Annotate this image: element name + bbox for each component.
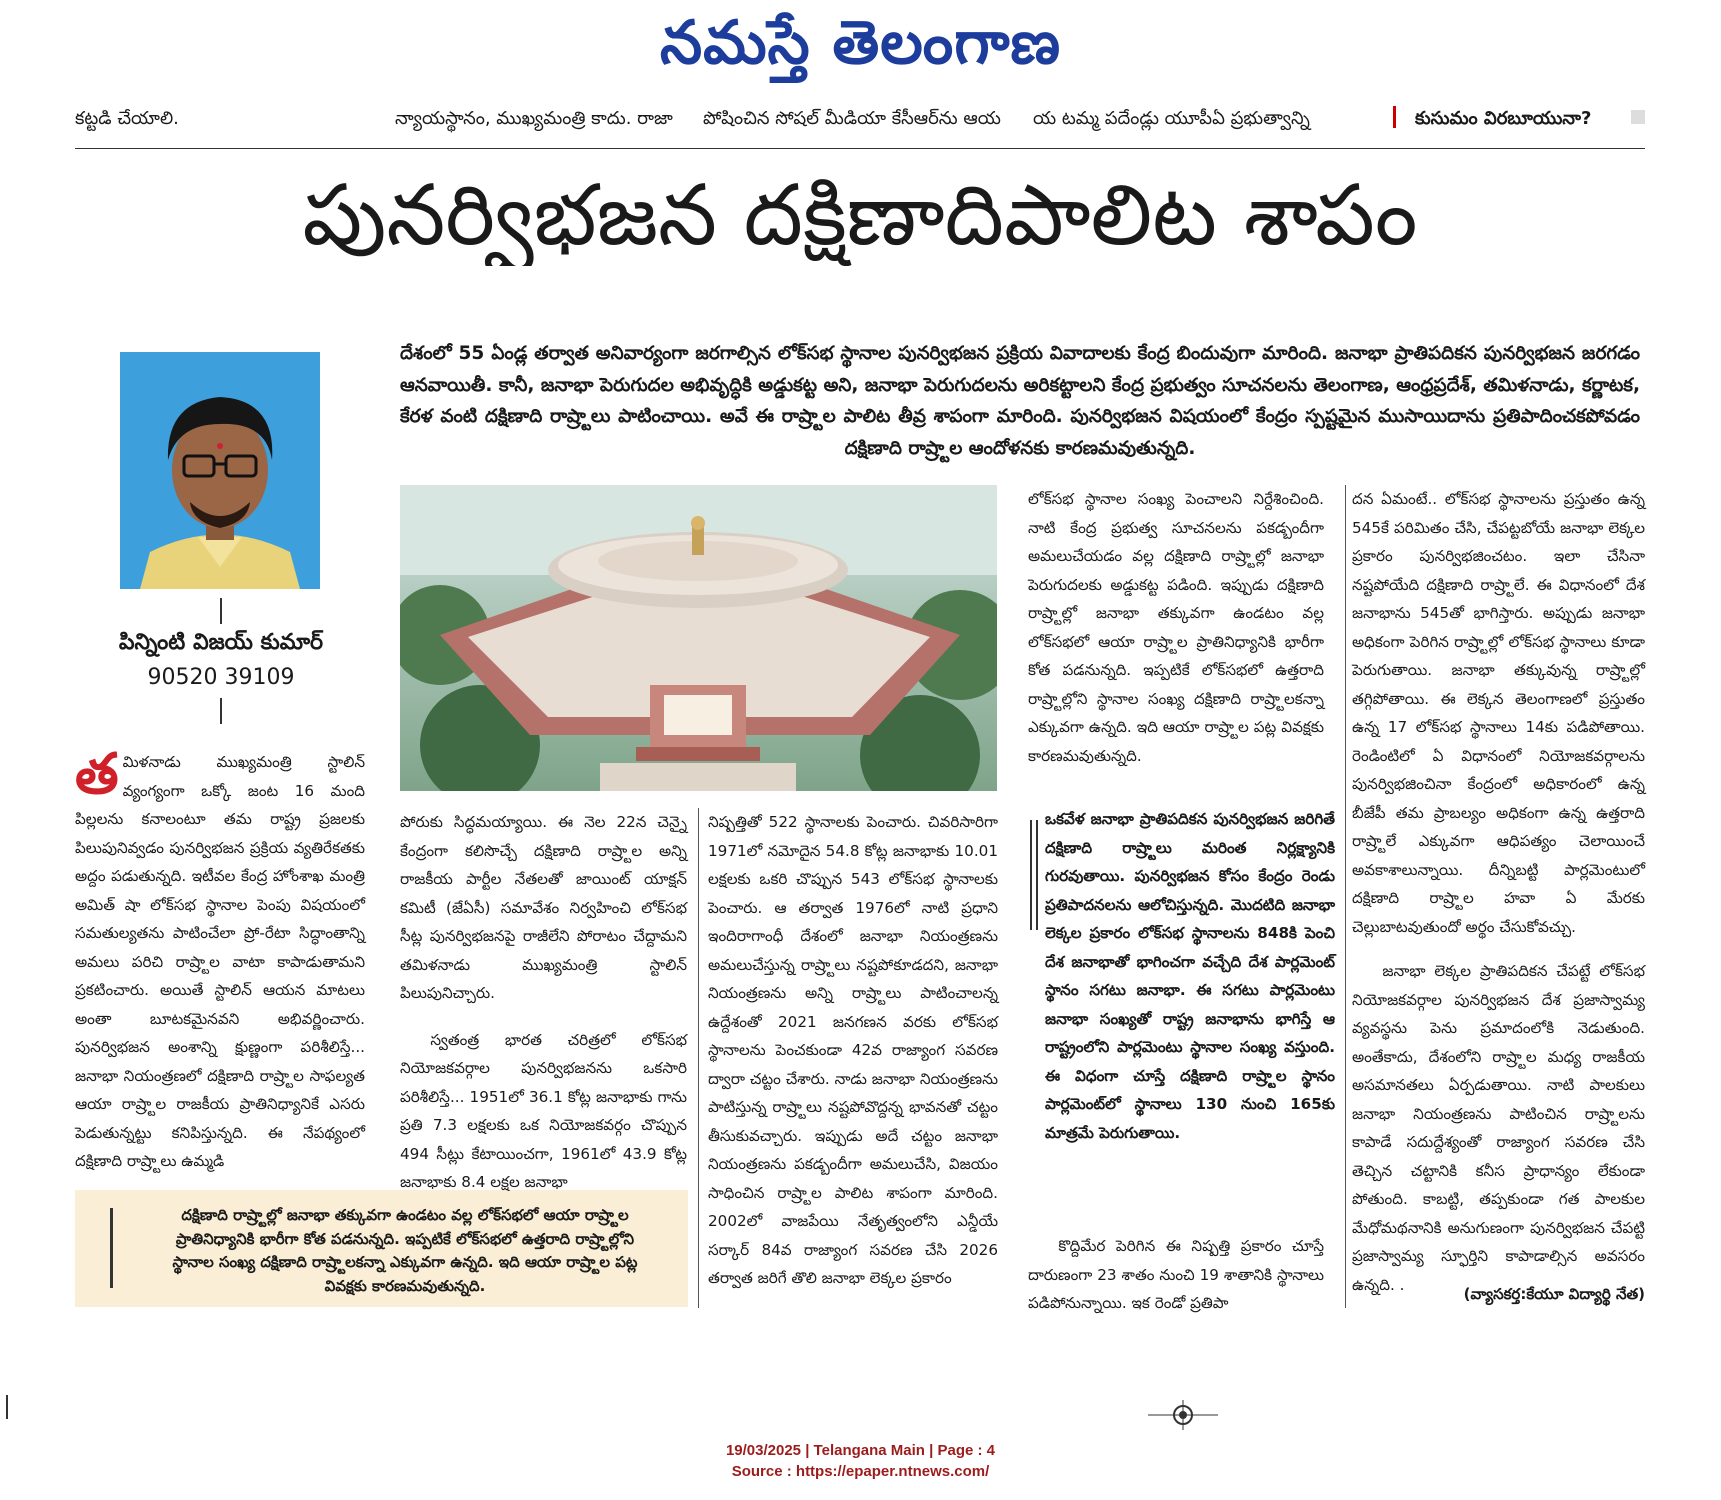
article-lede: దేశంలో 55 ఏండ్ల తర్వాత అనివార్యంగా జరగాల్సిన లోక్‌సభ స్థానాల పునర్విభజన ప్రక్రియ వివాదాలకు కేంద్ర బిందువుగా మారింది. జనాభా ప్రాతిపదికన పునర్విభజన జరగడం ఆనవాయితీ. కానీ, జనాభా పెరుగుదల అభివృద్ధికి అడ్డుకట్ట అని, జనాభా పెరుగుదలను అరికట్టాలని కేంద్ర ప్రభుత్వం సూచనలను తెలంగాణ, ఆంధ్రప్రదేశ్, తమిళనాడు, కర్ణాటక, కేరళ వంటి దక్షిణాది రాష్ర్టాలు పాటించాయి. అవే ఈ రాష్ర్టాల పాలిట తీవ్ర శాపంగా మారింది. పునర్విభజన విషయంలో కేంద్రం స్పష్టమైన ముసాయిదాను ప్రతిపాదించకపోవడం దక్షిణాది రాష్ర్టాల ఆందోళనకు కారణమవుతున్నది. [400, 343, 1640, 459]
column-5-paragraph-2: జనాభా లెక్కల ప్రాతిపదికన చేపట్టే లోక్‌సభ నియోజకవర్గాల పునర్విభజన దేశ ప్రజాస్వామ్య వ్యవస్థను పెను ప్రమాదంలోకి నెడుతుంది. అంతేకాదు, దేశంలోని రాష్ర్టాల మధ్య రాజకీయ అసమానతలు ఏర్పడుతాయి. నాటి పాలకులు జనాభా నియంత్రణను పాటించిన రాష్ర్టాలను కాపాడే సదుద్దేశ్యంతో రాజ్యాంగ సవరణ చేసి తెచ్చిన చట్టానికి కనీస ప్రాధాన్యం లేకుండా పోతుంది. కాబట్టి, తప్పకుండా గత పాలకుల మేధోమథనానికి అనుగుణంగా పునర్విభజన చేపట్టి ప్రజాస్వామ్య స్ఫూర్తిని కాపాడాల్సిన అవసరం ఉన్నది. . [1352, 962, 1645, 1294]
column-2-paragraph-1: పోరుకు సిద్ధమయ్యాయి. ఈ నెల 22న చెన్నై కేంద్రంగా కలిసొచ్చే దక్షిణాది రాష్ర్టాల అన్ని రాజకీయ పార్టీల నేతలతో జాయింట్ యాక్షన్ కమిటీ (జేఏసీ) సమావేశం నిర్వహించి లోక్‌సభ సీట్ల పునర్విభజనపై రాజీలేని పోరాటం చేద్దామని తమిళనాడు ముఖ్యమంత్రి స్టాలిన్ పిలుపునిచ్చారు. [400, 813, 687, 1002]
drop-cap: త [75, 742, 119, 807]
square-icon [1631, 110, 1645, 124]
author-note: (వ్యాసకర్త:కేయూ విద్యార్థి నేత) [1463, 1285, 1645, 1303]
pull-quote-bar [1036, 820, 1038, 930]
column-5-paragraph-1: దన ఏమంటే.. లోక్‌సభ స్థానాలను ప్రస్తుతం ఉన్న 545కే పరిమితం చేసి, చేపట్టబోయే జనాభా లెక్కల ప్రకారం పునర్విభజించటం. ఇలా చేసినా నష్టపోయేది దక్షిణాది రాష్ర్టాలే. ఈ విధానంలో దేశ జనాభాను 545తో భాగిస్తారు. అప్పుడు జనాభా అధికంగా పెరిగిన రాష్ర్టాల్లో లోక్‌సభ స్థానాలు కూడా పెరుగుతాయి. జనాభా తక్కువున్న రాష్ర్టాల్లో తగ్గిపోతాయి. ఈ లెక్కన తెలంగాణలో ప్రస్తుతం ఉన్న 17 లోక్‌సభ స్థానాలు 14కు పడిపోతాయి. రెండింటిలో ఏ విధానంలో నియోజకవర్గాలను పునర్విభజించినా కేంద్రంలో అధికారంలో ఉన్న బీజేపీ తమ ప్రాబల్యం అధికంగా ఉన్న ఉత్తరాది రాష్ర్టాలే ఎక్కువగా ఆధిపత్యం చెలాయించే అవకాశాలున్నాయి. దీన్నిబట్టి పార్లమెంటులో దక్షిణాది రాష్ర్టాల హవా ఏ మేరకు చెల్లుబాటవుతుందో అర్థం చేసుకోవచ్చు. [1352, 490, 1645, 936]
author-portrait-icon [120, 352, 320, 589]
article-column-4-bottom: కొద్దిమేర పెరిగిన ఈ నిష్పత్తి ప్రకారం చూస్తే దారుణంగా 23 శాతం నుంచి 19 శాతానికి స్థానాలు పడిపోనున్నాయి. ఇక రెండో ప్రతిపా [1028, 1237, 1324, 1312]
edition-info: 19/03/2025 | Telangana Main | Page : 4 [725, 1442, 996, 1459]
column-2-paragraph-2: స్వతంత్ర భారత చరిత్రలో లోక్‌సభ నియోజకవర్గాల పునర్విభజనను ఒకసారి పరిశీలిస్తే... 1951లో 36.1 కోట్ల జనాభాకు గాను ప్రతి 7.3 లక్షలకు ఒక నియోజకవర్గం చొప్పున 494 సీట్లు కేటాయించగా, 1961లో 43.9 కోట్ల జనాభాకు 8.4 లక్షల జనాభా [400, 1030, 687, 1191]
article-column-5 [1352, 485, 1645, 1299]
page-mark [6, 1395, 8, 1419]
article-column-1 [75, 742, 365, 1176]
parliament-building-icon [400, 485, 997, 791]
callout-box [75, 1190, 688, 1307]
author-phone: 90520 39109 [147, 665, 295, 690]
article-column-4-top: లోక్‌సభ స్థానాల సంఖ్య పెంచాలని నిర్దేశించింది. నాటి కేంద్ర ప్రభుత్వ సూచనలను పకడ్బందీగా అమలుచేయడం వల్ల దక్షిణాది రాష్ర్టాల్లో జనాభా పెరుగుదలకు అడ్డుకట్ట పడింది. ఇప్పుడు దక్షిణాది రాష్ర్టాల్లో జనాభా తక్కువగా ఉండటం వల్ల లోక్‌సభలో ఆయా రాష్ర్టాల ప్రాతినిధ్యానికి భారీగా కోత పడనున్నది. ఇప్పటికే లోక్‌సభలో ఉత్తరాది రాష్ర్టాల్లోని స్థానాల సంఖ్య దక్షిణాది రాష్ర్టాలకన్నా ఎక్కువగా ఉన్నది. ఇది ఆయా రాష్ర్టాల పట్ల వివక్షకు కారణమవుతున్నది. [1028, 490, 1324, 765]
author-photo [120, 352, 320, 589]
article-column-2 [400, 808, 687, 1197]
parliament-image [400, 485, 997, 791]
teaser-1[interactable]: కట్టడి చేయాలి. [75, 108, 179, 129]
byline-divider [220, 698, 222, 724]
registration-mark-icon [1148, 1400, 1218, 1430]
callout-bar [110, 1208, 113, 1288]
teaser-4[interactable]: య టమ్మ పదేండ్లు యూపీఏ ప్రభుత్వాన్ని [1033, 108, 1310, 129]
masthead-logo: నమస్తే తెలంగాణ [659, 8, 1062, 78]
pull-quote: ఒకవేళ జనాభా ప్రాతిపదికన పునర్విభజన జరిగితే దక్షిణాది రాష్ర్టాలు మరింత నిర్లక్ష్యానికి గురవుతాయి. పునర్విభజన కోసం కేంద్రం రెండు ప్రతిపాదనలను ఆలోచిస్తున్నది. మొదటిది జనాభా లెక్కల ప్రకారం లోక్‌సభ స్థానాలను 848కి పెంచి దేశ జనాభాతో భాగించగా వచ్చేది దేశ పార్లమెంట్ స్థానం సగటు జనాభా. ఈ సగటు పార్లమెంటు జనాభా సంఖ్యతో రాష్ట్ర జనాభాను భాగిస్తే ఆ రాష్ట్రంలోని పార్లమెంటు స్థానాల సంఖ్య వస్తుంది. ఈ విధంగా చూస్తే దక్షిణాది రాష్ర్టాల స్థానం పార్లమెంట్‌లో స్థానాలు 130 నుంచి 165కు మాత్రమే పెరుగుతాయి. [1045, 810, 1335, 1142]
column-rule [698, 808, 699, 1308]
article-headline: పునర్విభజన దక్షిణాదిపాలిట శాపం [302, 166, 1418, 264]
pull-quote-bar [1030, 820, 1032, 930]
teaser-2[interactable]: న్యాయస్థానం, ముఖ్యమంత్రి కాదు. రాజా [395, 108, 673, 129]
byline-divider [220, 598, 222, 624]
callout-text: దక్షిణాది రాష్ర్టాల్లో జనాభా తక్కువగా ఉండటం వల్ల లోక్‌సభలో ఆయా రాష్ర్టాల ప్రాతినిధ్యానికి భారీగా కోత పడనున్నది. ఇప్పటికే లోక్‌సభలో ఉత్తరాది రాష్ర్టాల్లోని స్థానాల సంఖ్య దక్షిణాది రాష్ర్టాలకన్నా ఎక్కువగా ఉన్నది. ఇది ఆయా రాష్ర్టాల పట్ల వివక్షకు కారణమవుతున్నది. [172, 1206, 638, 1295]
column-rule [1345, 485, 1346, 1308]
article-column-3: నిష్పత్తితో 522 స్థానాలకు పెంచారు. చివరిసారిగా 1971లో నమోదైన 54.8 కోట్ల జనాభాకు 10.01 లక్షలకు ఒకరి చొప్పున 543 లోక్‌సభ స్థానాలకు పెంచారు. ఆ తర్వాత 1976లో నాటి ప్రధాని ఇందిరాగాంధీ దేశంలో జనాభా నియంత్రణను అమలుచేస్తున్న రాష్ర్టాలు నష్టపోకూడదని, జనాభా నియంత్రణను అన్ని రాష్ర్టాలు పాటించాలన్న ఉద్దేశంతో 2021 జనగణన వరకు లోక్‌సభ స్థానాలను పెంచకుండా 42వ రాజ్యాంగ సవరణ ద్వారా చట్టం చేశారు. నాడు జనాభా నియంత్రణను పాటిస్తున్న రాష్ర్టాలు నష్టపోవొద్దన్న భావనతో చట్టం తీసుకువచ్చారు. ఇప్పుడు అదే చట్టం జనాభా నియంత్రణను పకడ్బందీగా అమలుచేసి, విజయం సాధించిన రాష్ర్టాల పాలిట శాపంగా మారింది. 2002లో వాజపేయి నేతృత్వంలోని ఎన్డీయే సర్కార్ 84వ రాజ్యాంగ సవరణ చేసి 2026 తర్వాత జరిగే తొలి జనాభా లెక్కల ప్రకారం [708, 813, 998, 1287]
teaser-separator [1393, 106, 1396, 128]
teaser-5[interactable]: కుసుమం విరబూయునా? [1415, 108, 1592, 129]
source-link[interactable]: Source : https://epaper.ntnews.com/ [731, 1463, 990, 1480]
teaser-strip [75, 100, 1645, 149]
author-name: పిన్నింటి విజయ్ కుమార్ [118, 630, 324, 655]
teaser-3[interactable]: పోషించిన సోషల్ మీడియా కేసీఆర్‌ను ఆయ [703, 108, 1001, 129]
column-1-text: మిళనాడు ముఖ్యమంత్రి స్టాలిన్ వ్యంగ్యంగా ఒక్కో జంట 16 మంది పిల్లలను కనాలంటూ తమ రాష్ట్ర ప్రజలకు పిలుపునివ్వడం పునర్విభజన ప్రక్రియ వ్యతిరేకతకు అద్దం పడుతున్నది. ఇటీవల కేంద్ర హోంశాఖ మంత్రి అమిత్ షా లోక్‌సభ స్థానాల పెంపు విషయంలో సమతుల్యతను పాటించేలా ప్రో-రేటా సిద్ధాంతాన్ని అమలు పరిచి రాష్ర్టాల వాటా కాపాడుతామని ప్రకటించారు. అయితే స్టాలిన్ ఆయన మాటలు అంతా బూటకమైనవని అభివర్ణించారు. పునర్విభజన అంశాన్ని క్షుణ్ణంగా పరిశీలిస్తే... జనాభా నియంత్రణలో దక్షిణాది రాష్ర్టాల సాఫల్యత ఆయా రాష్ర్టాల రాజకీయ ప్రాతినిధ్యానికే ఎసరు పెడుతున్నట్టు కనిపిస్తున్నది. ఈ నేపథ్యంలో దక్షిణాది రాష్ర్టాలు ఉమ్మడి [75, 753, 365, 1170]
